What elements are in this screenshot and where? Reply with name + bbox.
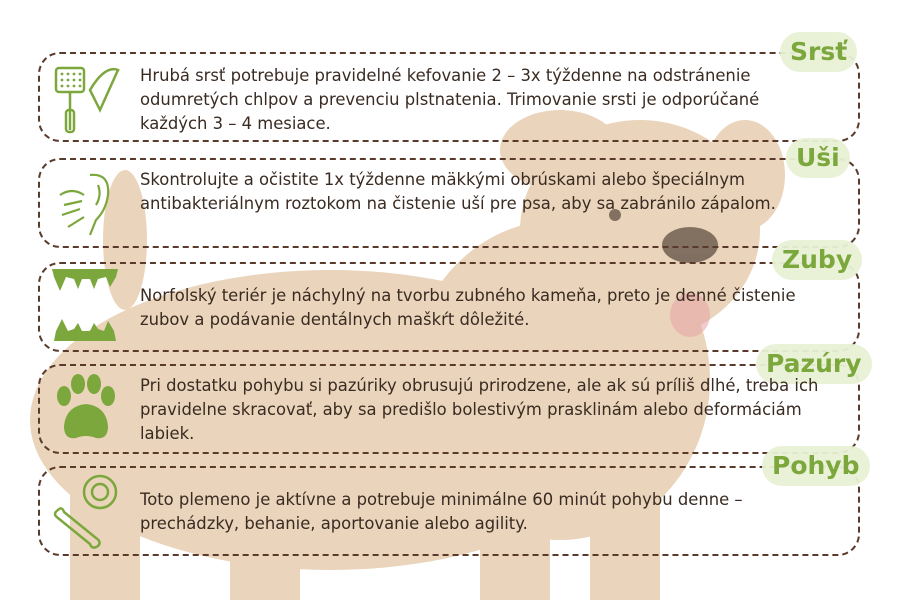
section-text-claws: Pri dostatku pohybu si pazúriky obrusujú prirodzene, ale ak sú príliš dlhé, treba ich pravidelne skracovať, aby sa predišlo bolestivým prasklinám alebo deformáciám labiek. — [140, 376, 819, 443]
section-label-claws: Pazúry — [756, 344, 872, 384]
bone-ball-icon — [50, 470, 120, 550]
section-label-exercise: Pohyb — [762, 446, 870, 486]
section-label-ears: Uši — [786, 138, 850, 178]
section-label-coat: Srsť — [780, 32, 857, 72]
section-text-teeth: Norfolský teriér je náchylný na tvorbu zubného kameňa, preto je denné čistenie zubov a podávanie dentálnych maškŕt dôležité. — [140, 286, 796, 329]
teeth-icon — [50, 265, 120, 345]
section-text-exercise: Toto plemeno je aktívne a potrebuje minimálne 60 minút pohybu denne – prechádzky, behanie, aportovanie alebo agility. — [140, 490, 743, 533]
section-text-coat: Hrubá srsť potrebuje pravidelné kefovanie 2 – 3x týždenne na odstránenie odumretých chlpov a prevenciu plstnatenia. Trimovanie srsti je odporúčané každých 3 – 4 mesiace. — [140, 66, 760, 133]
section-text-ears: Skontrolujte a očistite 1x týždenne mäkkými obrúskami alebo špeciálnym antibakteriálnym roztokom na čistenie uší pre psa, aby sa zabránilo zápalom. — [140, 170, 776, 213]
ear-cleaning-icon — [50, 165, 120, 245]
brush-comb-icon — [50, 60, 120, 140]
section-label-teeth: Zuby — [772, 240, 862, 280]
paw-icon — [50, 368, 120, 448]
